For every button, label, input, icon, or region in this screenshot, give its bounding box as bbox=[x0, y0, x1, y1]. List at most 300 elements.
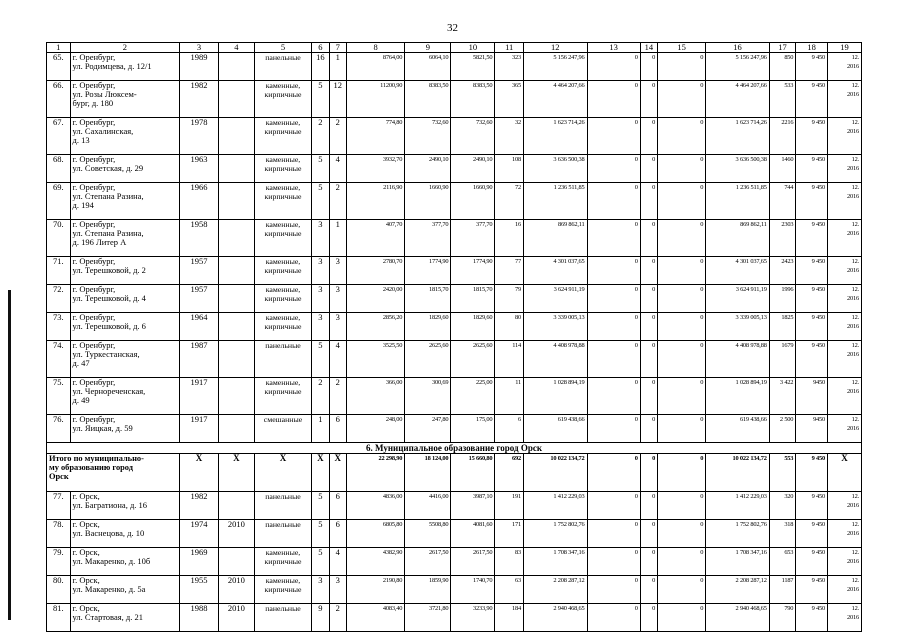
year-built: 1957 bbox=[180, 285, 219, 313]
table-row bbox=[47, 604, 862, 632]
funding-a: 0 bbox=[587, 378, 640, 415]
cell-line: г. Оренбург, bbox=[72, 117, 116, 127]
table-row bbox=[47, 341, 862, 378]
floors: 3 bbox=[312, 257, 329, 285]
max-unit-cost: 9 450 bbox=[796, 220, 828, 257]
column-number-11: 11 bbox=[495, 43, 524, 53]
cell-line: ул. Стартовая, д. 21 bbox=[72, 612, 143, 622]
repair-cost: 2 940 468,65 bbox=[524, 604, 587, 632]
owner-funds: 5 156 247,96 bbox=[706, 53, 769, 81]
total-row bbox=[47, 454, 862, 492]
completion-date bbox=[828, 492, 862, 520]
cell-line: каменные, bbox=[265, 313, 301, 322]
total-area: 2856,20 bbox=[346, 313, 404, 341]
repair-cost: 1 708 347,16 bbox=[524, 548, 587, 576]
wall-material bbox=[254, 492, 311, 520]
floors: 1 bbox=[312, 415, 329, 443]
premises-area: 732,60 bbox=[405, 118, 451, 155]
year-built: 1989 bbox=[180, 53, 219, 81]
year-built: 1969 bbox=[180, 548, 219, 576]
floors: 5 bbox=[312, 155, 329, 183]
year-renovated bbox=[219, 415, 255, 443]
total-owner-funds: 10 022 134,72 bbox=[706, 454, 769, 492]
cell-line: 2016 bbox=[847, 128, 859, 135]
address-cell bbox=[70, 155, 180, 183]
address-cell bbox=[70, 492, 180, 520]
cell-line: г. Оренбург, bbox=[72, 284, 116, 294]
cell-line: Итого по муниципально- bbox=[49, 454, 144, 463]
address-cell bbox=[70, 285, 180, 313]
repair-cost: 4 301 037,65 bbox=[524, 257, 587, 285]
total-area: 774,80 bbox=[346, 118, 404, 155]
table-row bbox=[47, 492, 862, 520]
residents-count: 16 bbox=[495, 220, 524, 257]
total-premises-area: 18 124,00 bbox=[405, 454, 451, 492]
cell-line: 12. bbox=[851, 379, 859, 386]
residents-count: 79 bbox=[495, 285, 524, 313]
cell-line: 12. bbox=[851, 605, 859, 612]
funding-a: 0 bbox=[587, 220, 640, 257]
row-number: 79. bbox=[47, 548, 71, 576]
unit-cost: 2 500 bbox=[769, 415, 796, 443]
year-renovated bbox=[219, 548, 255, 576]
column-number-13: 13 bbox=[587, 43, 640, 53]
cell-line: кирпичные bbox=[264, 387, 302, 396]
row-number: 78. bbox=[47, 520, 71, 548]
max-unit-cost: 9 450 bbox=[796, 341, 828, 378]
row-number: 71. bbox=[47, 257, 71, 285]
cell-line: г. Орск, bbox=[72, 519, 100, 529]
year-built: 1987 bbox=[180, 341, 219, 378]
row-number: 67. bbox=[47, 118, 71, 155]
entrances: 1 bbox=[329, 220, 346, 257]
entrances: 12 bbox=[329, 81, 346, 118]
cell-line: г. Оренбург, bbox=[72, 80, 116, 90]
repair-cost: 869 862,11 bbox=[524, 220, 587, 257]
unit-cost: 1825 bbox=[769, 313, 796, 341]
max-unit-cost: 9 450 bbox=[796, 53, 828, 81]
cell-line: 2016 bbox=[847, 63, 859, 70]
wall-material bbox=[254, 341, 311, 378]
cell-line: панельные bbox=[265, 492, 301, 501]
premises-area: 5508,80 bbox=[405, 520, 451, 548]
cell-line: ул. Терешковой, д. 4 bbox=[72, 293, 146, 303]
table-row bbox=[47, 53, 862, 81]
funding-c: 0 bbox=[658, 118, 706, 155]
cell-line: г. Оренбург, bbox=[72, 154, 116, 164]
entrances: 3 bbox=[329, 285, 346, 313]
section-title: 6. Муниципальное образование город Орск bbox=[47, 443, 862, 454]
cell-line: каменные, bbox=[265, 81, 301, 90]
completion-date bbox=[828, 415, 862, 443]
total-x-mark: X bbox=[219, 454, 255, 492]
owner-funds: 3 339 005,13 bbox=[706, 313, 769, 341]
unit-cost: 790 bbox=[769, 604, 796, 632]
entrances: 3 bbox=[329, 313, 346, 341]
funding-b: 0 bbox=[640, 604, 657, 632]
year-built: 1978 bbox=[180, 118, 219, 155]
entrances: 4 bbox=[329, 155, 346, 183]
wall-material bbox=[254, 53, 311, 81]
address-cell bbox=[70, 313, 180, 341]
entrances: 3 bbox=[329, 576, 346, 604]
column-number-6: 6 bbox=[312, 43, 329, 53]
cell-line: 12. bbox=[851, 342, 859, 349]
cell-line: 2016 bbox=[847, 230, 859, 237]
residential-area: 377,70 bbox=[451, 220, 495, 257]
year-built: 1958 bbox=[180, 220, 219, 257]
cell-line: г. Оренбург, bbox=[72, 182, 116, 192]
completion-date bbox=[828, 520, 862, 548]
premises-area: 247,80 bbox=[405, 415, 451, 443]
year-built: 1982 bbox=[180, 81, 219, 118]
max-unit-cost: 9 450 bbox=[796, 285, 828, 313]
year-built: 1964 bbox=[180, 313, 219, 341]
owner-funds: 619 438,66 bbox=[706, 415, 769, 443]
cell-line: 2016 bbox=[847, 323, 859, 330]
entrances: 6 bbox=[329, 415, 346, 443]
cell-line: каменные, bbox=[265, 285, 301, 294]
residential-area: 1815,70 bbox=[451, 285, 495, 313]
row-number: 72. bbox=[47, 285, 71, 313]
residents-count: 80 bbox=[495, 313, 524, 341]
column-number-7: 7 bbox=[329, 43, 346, 53]
total-funding-c: 0 bbox=[658, 454, 706, 492]
residential-area: 225,00 bbox=[451, 378, 495, 415]
residents-count: 365 bbox=[495, 81, 524, 118]
cell-line: ул. Степана Разина, bbox=[72, 191, 144, 201]
unit-cost: 533 bbox=[769, 81, 796, 118]
repair-cost: 619 438,66 bbox=[524, 415, 587, 443]
repair-cost: 5 156 247,96 bbox=[524, 53, 587, 81]
table-row bbox=[47, 183, 862, 220]
floors: 3 bbox=[312, 285, 329, 313]
cell-line: 12. bbox=[851, 156, 859, 163]
cell-line: 12. bbox=[851, 493, 859, 500]
funding-c: 0 bbox=[658, 548, 706, 576]
column-number-2: 2 bbox=[70, 43, 180, 53]
total-area: 3932,70 bbox=[346, 155, 404, 183]
unit-cost: 653 bbox=[769, 548, 796, 576]
max-unit-cost: 9 450 bbox=[796, 155, 828, 183]
cell-line: бург, д. 180 bbox=[72, 98, 114, 108]
max-unit-cost: 9450 bbox=[796, 378, 828, 415]
cell-line: каменные, bbox=[265, 220, 301, 229]
funding-a: 0 bbox=[587, 155, 640, 183]
funding-b: 0 bbox=[640, 313, 657, 341]
cell-line: 12. bbox=[851, 258, 859, 265]
year-renovated: 2010 bbox=[219, 604, 255, 632]
max-unit-cost: 9 450 bbox=[796, 81, 828, 118]
premises-area: 2625,60 bbox=[405, 341, 451, 378]
repair-cost: 4 464 207,66 bbox=[524, 81, 587, 118]
row-number: 68. bbox=[47, 155, 71, 183]
cell-line: 12. bbox=[851, 82, 859, 89]
residents-count: 6 bbox=[495, 415, 524, 443]
column-number-16: 16 bbox=[706, 43, 769, 53]
completion-date bbox=[828, 378, 862, 415]
total-area: 407,70 bbox=[346, 220, 404, 257]
wall-material bbox=[254, 81, 311, 118]
cell-line: ул. Макаренко, д. 10б bbox=[72, 556, 151, 566]
repair-cost: 3 636 500,38 bbox=[524, 155, 587, 183]
wall-material bbox=[254, 415, 311, 443]
row-number: 77. bbox=[47, 492, 71, 520]
funding-c: 0 bbox=[658, 285, 706, 313]
total-repair-cost: 10 022 134,72 bbox=[524, 454, 587, 492]
year-renovated bbox=[219, 220, 255, 257]
cell-line: д. 194 bbox=[72, 200, 94, 210]
cell-line: 2016 bbox=[847, 502, 859, 509]
address-cell bbox=[70, 81, 180, 118]
funding-c: 0 bbox=[658, 53, 706, 81]
funding-b: 0 bbox=[640, 415, 657, 443]
address-cell bbox=[70, 378, 180, 415]
funding-a: 0 bbox=[587, 285, 640, 313]
residential-area: 5821,50 bbox=[451, 53, 495, 81]
column-number-15: 15 bbox=[658, 43, 706, 53]
cell-line: д. 49 bbox=[72, 395, 90, 405]
floors: 3 bbox=[312, 220, 329, 257]
cell-line: каменные, bbox=[265, 576, 301, 585]
total-unit-cost: 553 bbox=[769, 454, 796, 492]
table-row bbox=[47, 548, 862, 576]
total-label bbox=[47, 454, 180, 492]
year-renovated bbox=[219, 183, 255, 220]
premises-area: 6064,10 bbox=[405, 53, 451, 81]
residents-count: 184 bbox=[495, 604, 524, 632]
cell-line: ул. Туркестанская, bbox=[72, 349, 140, 359]
entrances: 6 bbox=[329, 492, 346, 520]
completion-date bbox=[828, 604, 862, 632]
owner-funds: 3 636 500,38 bbox=[706, 155, 769, 183]
repair-cost: 3 339 005,13 bbox=[524, 313, 587, 341]
cell-line: каменные, bbox=[265, 548, 301, 557]
funding-a: 0 bbox=[587, 415, 640, 443]
funding-b: 0 bbox=[640, 492, 657, 520]
address-cell bbox=[70, 220, 180, 257]
funding-b: 0 bbox=[640, 576, 657, 604]
cell-line: г. Оренбург, bbox=[72, 219, 116, 229]
unit-cost: 2423 bbox=[769, 257, 796, 285]
max-unit-cost: 9 450 bbox=[796, 604, 828, 632]
cell-line: му образованию город bbox=[49, 463, 133, 472]
owner-funds: 4 464 207,66 bbox=[706, 81, 769, 118]
year-built: 1917 bbox=[180, 415, 219, 443]
year-built: 1974 bbox=[180, 520, 219, 548]
completion-date bbox=[828, 576, 862, 604]
cell-line: 2016 bbox=[847, 425, 859, 432]
unit-cost: 744 bbox=[769, 183, 796, 220]
row-number: 75. bbox=[47, 378, 71, 415]
unit-cost: 318 bbox=[769, 520, 796, 548]
floors: 5 bbox=[312, 520, 329, 548]
cell-line: г. Оренбург, bbox=[72, 414, 116, 424]
premises-area: 1815,70 bbox=[405, 285, 451, 313]
cell-line: 2016 bbox=[847, 388, 859, 395]
entrances: 3 bbox=[329, 257, 346, 285]
total-area: 2420,00 bbox=[346, 285, 404, 313]
wall-material bbox=[254, 155, 311, 183]
table-row bbox=[47, 415, 862, 443]
total-x-mark: X bbox=[254, 454, 311, 492]
funding-b: 0 bbox=[640, 183, 657, 220]
funding-a: 0 bbox=[587, 520, 640, 548]
cell-line: д. 47 bbox=[72, 358, 90, 368]
cell-line: 2016 bbox=[847, 614, 859, 621]
cell-line: ул. Терешковой, д. 2 bbox=[72, 265, 146, 275]
cell-line: 12. bbox=[851, 521, 859, 528]
funding-a: 0 bbox=[587, 576, 640, 604]
funding-b: 0 bbox=[640, 548, 657, 576]
funding-c: 0 bbox=[658, 220, 706, 257]
funding-c: 0 bbox=[658, 378, 706, 415]
owner-funds: 869 862,11 bbox=[706, 220, 769, 257]
cell-line: 2016 bbox=[847, 267, 859, 274]
total-funding-a: 0 bbox=[587, 454, 640, 492]
wall-material bbox=[254, 548, 311, 576]
residents-count: 83 bbox=[495, 548, 524, 576]
floors: 5 bbox=[312, 492, 329, 520]
cell-line: 12. bbox=[851, 577, 859, 584]
row-number: 73. bbox=[47, 313, 71, 341]
funding-a: 0 bbox=[587, 257, 640, 285]
owner-funds: 1 236 511,85 bbox=[706, 183, 769, 220]
funding-b: 0 bbox=[640, 220, 657, 257]
cell-line: кирпичные bbox=[264, 90, 302, 99]
floors: 5 bbox=[312, 341, 329, 378]
column-number-3: 3 bbox=[180, 43, 219, 53]
funding-a: 0 bbox=[587, 492, 640, 520]
completion-date bbox=[828, 285, 862, 313]
funding-c: 0 bbox=[658, 183, 706, 220]
repair-cost: 2 208 287,12 bbox=[524, 576, 587, 604]
funding-c: 0 bbox=[658, 155, 706, 183]
total-x-mark: X bbox=[329, 454, 346, 492]
cell-line: 2016 bbox=[847, 165, 859, 172]
owner-funds: 1 708 347,16 bbox=[706, 548, 769, 576]
address-cell bbox=[70, 604, 180, 632]
unit-cost: 2216 bbox=[769, 118, 796, 155]
entrances: 6 bbox=[329, 520, 346, 548]
table-row bbox=[47, 313, 862, 341]
premises-area: 1774,90 bbox=[405, 257, 451, 285]
row-number: 80. bbox=[47, 576, 71, 604]
owner-funds: 1 412 229,03 bbox=[706, 492, 769, 520]
cell-line: каменные, bbox=[265, 183, 301, 192]
year-renovated bbox=[219, 257, 255, 285]
row-number: 74. bbox=[47, 341, 71, 378]
address-cell bbox=[70, 548, 180, 576]
year-renovated bbox=[219, 378, 255, 415]
total-total-area: 22 298,90 bbox=[346, 454, 404, 492]
repair-cost: 1 236 511,85 bbox=[524, 183, 587, 220]
wall-material bbox=[254, 520, 311, 548]
floors: 3 bbox=[312, 576, 329, 604]
residents-count: 63 bbox=[495, 576, 524, 604]
entrances: 2 bbox=[329, 378, 346, 415]
total-residential-area: 15 660,80 bbox=[451, 454, 495, 492]
total-x-mark: X bbox=[180, 454, 219, 492]
year-renovated bbox=[219, 285, 255, 313]
completion-date bbox=[828, 548, 862, 576]
wall-material bbox=[254, 183, 311, 220]
unit-cost: 1679 bbox=[769, 341, 796, 378]
residents-count: 77 bbox=[495, 257, 524, 285]
total-funding-b: 0 bbox=[640, 454, 657, 492]
cell-line: 2016 bbox=[847, 91, 859, 98]
floors: 5 bbox=[312, 183, 329, 220]
column-number-14: 14 bbox=[640, 43, 657, 53]
cell-line: ул. Яицкая, д. 59 bbox=[72, 423, 133, 433]
cell-line: ул. Макаренко, д. 5а bbox=[72, 584, 146, 594]
year-built: 1982 bbox=[180, 492, 219, 520]
entrances: 1 bbox=[329, 53, 346, 81]
cell-line: каменные, bbox=[265, 257, 301, 266]
column-number-1: 1 bbox=[47, 43, 71, 53]
cell-line: смешанные bbox=[263, 415, 303, 424]
cell-line: д. 13 bbox=[72, 135, 90, 145]
floors: 5 bbox=[312, 548, 329, 576]
unit-cost: 3 422 bbox=[769, 378, 796, 415]
cell-line: 12. bbox=[851, 416, 859, 423]
residential-area: 3233,90 bbox=[451, 604, 495, 632]
cell-line: кирпичные bbox=[264, 322, 302, 331]
year-built: 1988 bbox=[180, 604, 219, 632]
cell-line: каменные, bbox=[265, 118, 301, 127]
residential-area: 2490,10 bbox=[451, 155, 495, 183]
total-area: 2190,80 bbox=[346, 576, 404, 604]
cell-line: 2016 bbox=[847, 193, 859, 200]
max-unit-cost: 9450 bbox=[796, 415, 828, 443]
cell-line: 12. bbox=[851, 184, 859, 191]
total-area: 4083,40 bbox=[346, 604, 404, 632]
cell-line: 2016 bbox=[847, 295, 859, 302]
year-built: 1966 bbox=[180, 183, 219, 220]
cell-line: д. 196 Литер А bbox=[72, 237, 127, 247]
table-row bbox=[47, 220, 862, 257]
total-area: 8764,00 bbox=[346, 53, 404, 81]
residential-area: 2617,50 bbox=[451, 548, 495, 576]
housing-register-table bbox=[46, 42, 862, 632]
table-row bbox=[47, 285, 862, 313]
unit-cost: 2303 bbox=[769, 220, 796, 257]
max-unit-cost: 9 450 bbox=[796, 118, 828, 155]
total-x-mark: X bbox=[828, 454, 862, 492]
row-number: 65. bbox=[47, 53, 71, 81]
residents-count: 114 bbox=[495, 341, 524, 378]
cell-line: ул. Васнецова, д. 10 bbox=[72, 528, 145, 538]
max-unit-cost: 9 450 bbox=[796, 257, 828, 285]
column-number-row bbox=[47, 43, 862, 53]
wall-material bbox=[254, 576, 311, 604]
cell-line: 2016 bbox=[847, 586, 859, 593]
premises-area: 1859,90 bbox=[405, 576, 451, 604]
floors: 9 bbox=[312, 604, 329, 632]
cell-line: г. Орск, bbox=[72, 547, 100, 557]
premises-area: 377,70 bbox=[405, 220, 451, 257]
funding-c: 0 bbox=[658, 576, 706, 604]
cell-line: ул. Советская, д. 29 bbox=[72, 163, 144, 173]
cell-line: ул. Сахалинская, bbox=[72, 126, 134, 136]
funding-a: 0 bbox=[587, 183, 640, 220]
max-unit-cost: 9 450 bbox=[796, 183, 828, 220]
cell-line: г. Орск, bbox=[72, 491, 100, 501]
completion-date bbox=[828, 313, 862, 341]
total-max-unit-cost: 9 450 bbox=[796, 454, 828, 492]
cell-line: г. Оренбург, bbox=[72, 256, 116, 266]
funding-c: 0 bbox=[658, 313, 706, 341]
